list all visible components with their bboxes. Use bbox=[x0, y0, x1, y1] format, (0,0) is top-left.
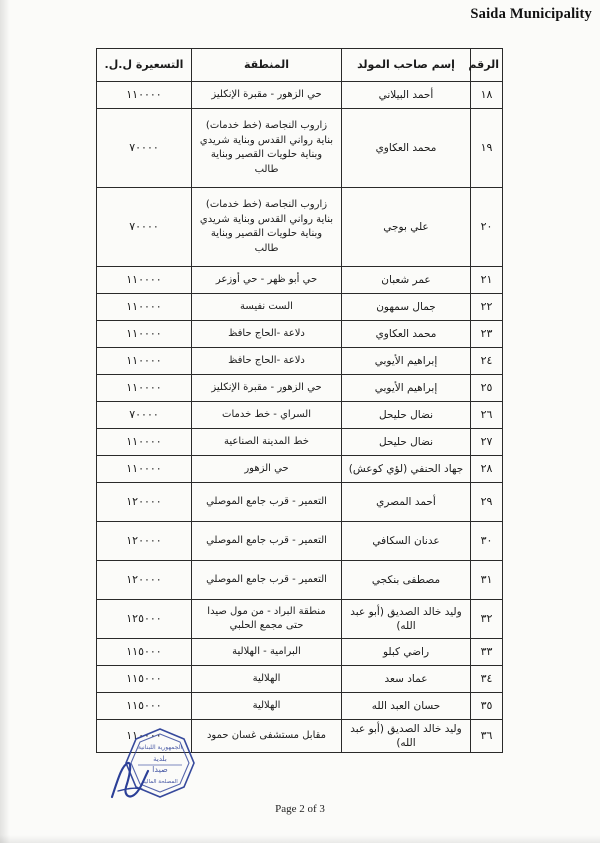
cell-price-text: ١١٠٠٠٠ bbox=[126, 434, 162, 448]
cell-price bbox=[97, 429, 192, 456]
cell-number-text: ٣٢ bbox=[480, 611, 493, 625]
cell-number bbox=[471, 294, 503, 321]
table-row bbox=[97, 483, 503, 522]
cell-number-text: ١٨ bbox=[480, 87, 493, 101]
cell-owner-text: عدنان السكافي bbox=[372, 534, 440, 547]
cell-number bbox=[471, 375, 503, 402]
cell-number-text: ٣٣ bbox=[480, 644, 493, 658]
cell-number-text: ١٩ bbox=[480, 140, 493, 154]
table-row bbox=[97, 188, 503, 267]
cell-number bbox=[471, 348, 503, 375]
cell-price bbox=[97, 294, 192, 321]
cell-owner bbox=[342, 456, 471, 483]
cell-owner-text: محمد العكاوي bbox=[375, 141, 437, 154]
cell-owner bbox=[342, 429, 471, 456]
cell-owner-text: جهاد الحنفي (لؤي كوعش) bbox=[348, 462, 464, 475]
cell-price-text: ١٢٥٠٠٠ bbox=[126, 611, 162, 625]
cell-number bbox=[471, 321, 503, 348]
cell-price bbox=[97, 600, 192, 639]
cell-owner-text: إبراهيم الأيوبي bbox=[374, 354, 438, 367]
cell-number-text: ٢٦ bbox=[480, 407, 493, 421]
cell-owner bbox=[342, 561, 471, 600]
cell-number bbox=[471, 600, 503, 639]
cell-zone bbox=[192, 456, 342, 483]
cell-number-text: ٢٣ bbox=[480, 326, 493, 340]
cell-zone bbox=[192, 600, 342, 639]
cell-zone bbox=[192, 561, 342, 600]
table-row bbox=[97, 267, 503, 294]
cell-owner-text: وليد خالد الصديق (أبو عبد الله) bbox=[350, 723, 462, 750]
cell-owner-text: أحمد المصري bbox=[376, 495, 436, 508]
cell-owner-text: نضال حليحل bbox=[378, 435, 434, 448]
cell-number-text: ٢٨ bbox=[480, 461, 493, 475]
cell-zone bbox=[192, 188, 342, 267]
cell-owner bbox=[342, 600, 471, 639]
cell-owner-text: وليد خالد الصديق (أبو عبد الله) bbox=[350, 605, 462, 632]
cell-price-text: ١١٠٠٠٠ bbox=[126, 353, 162, 367]
cell-owner bbox=[342, 522, 471, 561]
cell-number bbox=[471, 639, 503, 666]
cell-owner bbox=[342, 375, 471, 402]
cell-owner bbox=[342, 109, 471, 188]
cell-price bbox=[97, 402, 192, 429]
cell-owner-text: محمد العكاوي bbox=[375, 327, 437, 340]
table-row bbox=[97, 375, 503, 402]
cell-zone-text: حي أبو ظهر - حي أوزعر bbox=[215, 273, 318, 285]
cell-price bbox=[97, 666, 192, 693]
cell-zone-text: حي الزهور bbox=[244, 462, 289, 474]
cell-zone bbox=[192, 639, 342, 666]
cell-number-text: ٢٤ bbox=[480, 353, 493, 367]
cell-price-text: ١١٥٠٠٠ bbox=[126, 671, 162, 685]
cell-owner-text: مصطفى بنكجي bbox=[371, 573, 441, 586]
cell-owner bbox=[342, 267, 471, 294]
cell-price bbox=[97, 321, 192, 348]
cell-owner-text: علي بوجي bbox=[383, 220, 429, 233]
cell-owner bbox=[342, 82, 471, 109]
cell-number bbox=[471, 666, 503, 693]
cell-zone-text: الهلالية bbox=[252, 699, 281, 711]
column-header-number: الرقم bbox=[471, 49, 503, 82]
table-row bbox=[97, 82, 503, 109]
cell-price-text: ١١٠٠٠٠ bbox=[126, 272, 162, 286]
cell-owner bbox=[342, 321, 471, 348]
cell-owner bbox=[342, 693, 471, 720]
cell-price-text: ١١٠٠٠٠ bbox=[126, 380, 162, 394]
cell-owner-text: نضال حليحل bbox=[378, 408, 434, 421]
cell-price-text: ١١٠٠٠٠ bbox=[126, 461, 162, 475]
table-row bbox=[97, 402, 503, 429]
cell-number bbox=[471, 483, 503, 522]
cell-number bbox=[471, 693, 503, 720]
cell-price bbox=[97, 522, 192, 561]
table-row bbox=[97, 666, 503, 693]
cell-number-text: ٣٦ bbox=[480, 728, 493, 742]
cell-owner bbox=[342, 483, 471, 522]
cell-price-text: ١١٠٠٠٠ bbox=[126, 728, 162, 742]
cell-owner-text: راضي كبلو bbox=[382, 645, 430, 658]
cell-price bbox=[97, 561, 192, 600]
cell-zone-text: خط المدينة الصناعية bbox=[224, 435, 309, 447]
cell-price bbox=[97, 639, 192, 666]
cell-number-text: ٢٩ bbox=[480, 494, 493, 508]
cell-price bbox=[97, 483, 192, 522]
cell-price-text: ١١٥٠٠٠ bbox=[126, 698, 162, 712]
cell-owner-text: حسان العبد الله bbox=[371, 699, 441, 712]
cell-number bbox=[471, 561, 503, 600]
cell-price-text: ١٢٠٠٠٠ bbox=[126, 494, 162, 508]
cell-zone bbox=[192, 693, 342, 720]
cell-number-text: ٢٧ bbox=[480, 434, 493, 448]
cell-zone-text: مقابل مستشفى غسان حمود bbox=[206, 729, 327, 741]
cell-price-text: ١١٠٠٠٠ bbox=[126, 326, 162, 340]
cell-zone bbox=[192, 429, 342, 456]
cell-price bbox=[97, 82, 192, 109]
cell-owner bbox=[342, 666, 471, 693]
cell-zone bbox=[192, 348, 342, 375]
svg-text:بلدية: بلدية bbox=[153, 755, 167, 763]
cell-zone-text: الهلالية bbox=[252, 672, 281, 684]
column-header-owner: إسم صاحب المولد bbox=[342, 49, 471, 82]
cell-zone bbox=[192, 267, 342, 294]
table-row bbox=[97, 321, 503, 348]
table-row bbox=[97, 639, 503, 666]
cell-zone bbox=[192, 82, 342, 109]
generators-price-table bbox=[96, 48, 503, 753]
cell-price bbox=[97, 109, 192, 188]
table-header bbox=[97, 49, 503, 82]
cell-owner-text: جمال سمهون bbox=[376, 300, 436, 313]
column-header-price: التسعيرة ل.ل. bbox=[97, 49, 192, 82]
cell-zone bbox=[192, 402, 342, 429]
cell-zone-text: زاروب النجاصة (خط خدمات) بناية رواني القدس وبناية شريدي وبناية حلويات القصير وبناية طالب bbox=[199, 199, 334, 254]
cell-zone bbox=[192, 522, 342, 561]
svg-text:المصلحة المالية: المصلحة المالية bbox=[142, 779, 178, 785]
cell-owner bbox=[342, 188, 471, 267]
cell-price bbox=[97, 348, 192, 375]
table-row bbox=[97, 109, 503, 188]
page-header-title: Saida Municipality bbox=[470, 6, 592, 22]
cell-number bbox=[471, 402, 503, 429]
cell-zone-text: التعمير - قرب جامع الموصلي bbox=[206, 495, 327, 507]
cell-number-text: ٣٠ bbox=[480, 533, 493, 547]
cell-price bbox=[97, 188, 192, 267]
cell-zone bbox=[192, 294, 342, 321]
cell-zone bbox=[192, 109, 342, 188]
cell-number bbox=[471, 522, 503, 561]
cell-number-text: ٢١ bbox=[480, 272, 493, 286]
cell-price-text: ١٢٠٠٠٠ bbox=[126, 533, 162, 547]
cell-price bbox=[97, 693, 192, 720]
page-number-footer: Page 2 of 3 bbox=[275, 803, 325, 815]
cell-zone-text: الست نفيسة bbox=[240, 300, 293, 312]
cell-owner bbox=[342, 639, 471, 666]
generators-price-table-container bbox=[97, 48, 503, 753]
column-header-zone: المنطقة bbox=[192, 49, 342, 82]
cell-price bbox=[97, 456, 192, 483]
table-row bbox=[97, 561, 503, 600]
cell-price-text: ٧٠٠٠٠ bbox=[129, 140, 159, 154]
cell-number-text: ٣٥ bbox=[480, 698, 493, 712]
cell-zone-text: دلاعة -الحاج حافظ bbox=[228, 327, 305, 339]
cell-price-text: ١١٠٠٠٠ bbox=[126, 299, 162, 313]
cell-zone bbox=[192, 321, 342, 348]
cell-price-text: ٧٠٠٠٠ bbox=[129, 407, 159, 421]
cell-number bbox=[471, 267, 503, 294]
cell-owner-text: أحمد البيلاني bbox=[378, 88, 434, 101]
page-edge-shadow-bottom bbox=[0, 835, 600, 843]
cell-number bbox=[471, 720, 503, 753]
table-row bbox=[97, 600, 503, 639]
cell-number bbox=[471, 456, 503, 483]
page-edge-shadow-left bbox=[0, 0, 10, 843]
table-row bbox=[97, 429, 503, 456]
cell-number-text: ٣٤ bbox=[480, 671, 493, 685]
cell-number bbox=[471, 109, 503, 188]
cell-zone-text: التعمير - قرب جامع الموصلي bbox=[206, 573, 327, 585]
cell-owner bbox=[342, 348, 471, 375]
table-header-row bbox=[97, 49, 503, 82]
cell-owner-text: إبراهيم الأيوبي bbox=[374, 381, 438, 394]
cell-zone-text: دلاعة -الحاج حافظ bbox=[228, 354, 305, 366]
cell-number-text: ٢٠ bbox=[480, 219, 493, 233]
svg-text:صيدا: صيدا bbox=[152, 765, 168, 774]
cell-zone bbox=[192, 666, 342, 693]
cell-number bbox=[471, 188, 503, 267]
svg-text:الجمهورية اللبنانية: الجمهورية اللبنانية bbox=[137, 744, 183, 751]
table-body bbox=[97, 82, 503, 753]
cell-owner-text: عماد سعد bbox=[384, 672, 428, 685]
cell-number-text: ٢٥ bbox=[480, 380, 493, 394]
cell-number-text: ٣١ bbox=[480, 572, 493, 586]
official-municipality-stamp bbox=[118, 725, 202, 811]
cell-zone-text: حي الزهور - مقبرة الإنكليز bbox=[211, 88, 322, 100]
cell-price-text: ١٢٠٠٠٠ bbox=[126, 572, 162, 586]
cell-zone-text: حي الزهور - مقبرة الإنكليز bbox=[211, 381, 322, 393]
cell-number-text: ٢٢ bbox=[480, 299, 493, 313]
cell-zone bbox=[192, 720, 342, 753]
cell-number bbox=[471, 82, 503, 109]
table-row bbox=[97, 456, 503, 483]
cell-owner-text: عمر شعبان bbox=[381, 273, 431, 286]
cell-owner bbox=[342, 294, 471, 321]
cell-owner bbox=[342, 720, 471, 753]
cell-zone-text: منطقة البراد - من مول صيدا حتى مجمع الحلبي bbox=[207, 605, 326, 631]
cell-zone bbox=[192, 483, 342, 522]
cell-zone bbox=[192, 375, 342, 402]
cell-number bbox=[471, 429, 503, 456]
table-row bbox=[97, 693, 503, 720]
cell-price bbox=[97, 375, 192, 402]
cell-zone-text: السراي - خط خدمات bbox=[222, 408, 311, 420]
cell-zone-text: التعمير - قرب جامع الموصلي bbox=[206, 534, 327, 546]
cell-price-text: ١١٠٠٠٠ bbox=[126, 87, 162, 101]
cell-price-text: ٧٠٠٠٠ bbox=[129, 219, 159, 233]
table-row bbox=[97, 348, 503, 375]
cell-zone-text: زاروب النجاصة (خط خدمات) بناية رواني القدس وبناية شريدي وبناية حلويات القصير وبناية طالب bbox=[199, 120, 334, 175]
cell-price bbox=[97, 267, 192, 294]
table-row bbox=[97, 522, 503, 561]
table-row bbox=[97, 294, 503, 321]
cell-zone-text: البرامية - الهلالية bbox=[232, 645, 301, 657]
cell-owner bbox=[342, 402, 471, 429]
cell-price-text: ١١٥٠٠٠ bbox=[126, 644, 162, 658]
